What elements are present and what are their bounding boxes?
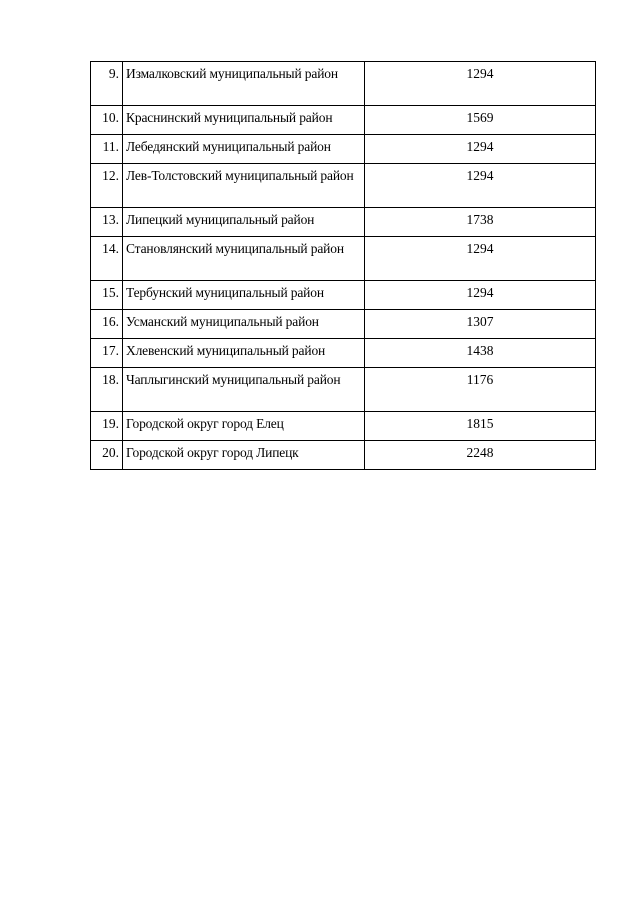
district-name: Городской округ город Елец <box>123 412 365 441</box>
row-number: 10. <box>91 106 123 135</box>
row-number: 14. <box>91 237 123 281</box>
district-name: Становлянский муниципальный район <box>123 237 365 281</box>
district-name: Измалковский муниципальный район <box>123 62 365 106</box>
district-name: Краснинский муниципальный район <box>123 106 365 135</box>
row-number: 18. <box>91 368 123 412</box>
district-value: 1294 <box>365 164 596 208</box>
row-number: 11. <box>91 135 123 164</box>
district-value: 2248 <box>365 441 596 470</box>
district-name: Городской округ город Липецк <box>123 441 365 470</box>
row-number: 17. <box>91 339 123 368</box>
row-number: 12. <box>91 164 123 208</box>
row-number: 13. <box>91 208 123 237</box>
district-value: 1294 <box>365 62 596 106</box>
district-value: 1294 <box>365 237 596 281</box>
district-value: 1569 <box>365 106 596 135</box>
districts-table <box>90 61 596 470</box>
table-row <box>91 135 596 164</box>
row-number: 15. <box>91 281 123 310</box>
table-row <box>91 441 596 470</box>
table-row <box>91 237 596 281</box>
district-name: Чаплыгинский муниципальный район <box>123 368 365 412</box>
table-row <box>91 412 596 441</box>
table-row <box>91 208 596 237</box>
district-name: Усманский муниципальный район <box>123 310 365 339</box>
district-name: Липецкий муниципальный район <box>123 208 365 237</box>
district-value: 1738 <box>365 208 596 237</box>
table-row <box>91 164 596 208</box>
district-value: 1307 <box>365 310 596 339</box>
row-number: 20. <box>91 441 123 470</box>
district-value: 1294 <box>365 135 596 164</box>
district-name: Тербунский муниципальный район <box>123 281 365 310</box>
district-value: 1176 <box>365 368 596 412</box>
table-row <box>91 62 596 106</box>
district-name: Лебедянский муниципальный район <box>123 135 365 164</box>
table-row <box>91 368 596 412</box>
district-value: 1294 <box>365 281 596 310</box>
row-number: 19. <box>91 412 123 441</box>
row-number: 16. <box>91 310 123 339</box>
district-value: 1815 <box>365 412 596 441</box>
district-value: 1438 <box>365 339 596 368</box>
table-row <box>91 106 596 135</box>
table-row <box>91 310 596 339</box>
table-row <box>91 281 596 310</box>
district-name: Лев-Толстовский муниципальный район <box>123 164 365 208</box>
district-name: Хлевенский муниципальный район <box>123 339 365 368</box>
row-number: 9. <box>91 62 123 106</box>
table-row <box>91 339 596 368</box>
